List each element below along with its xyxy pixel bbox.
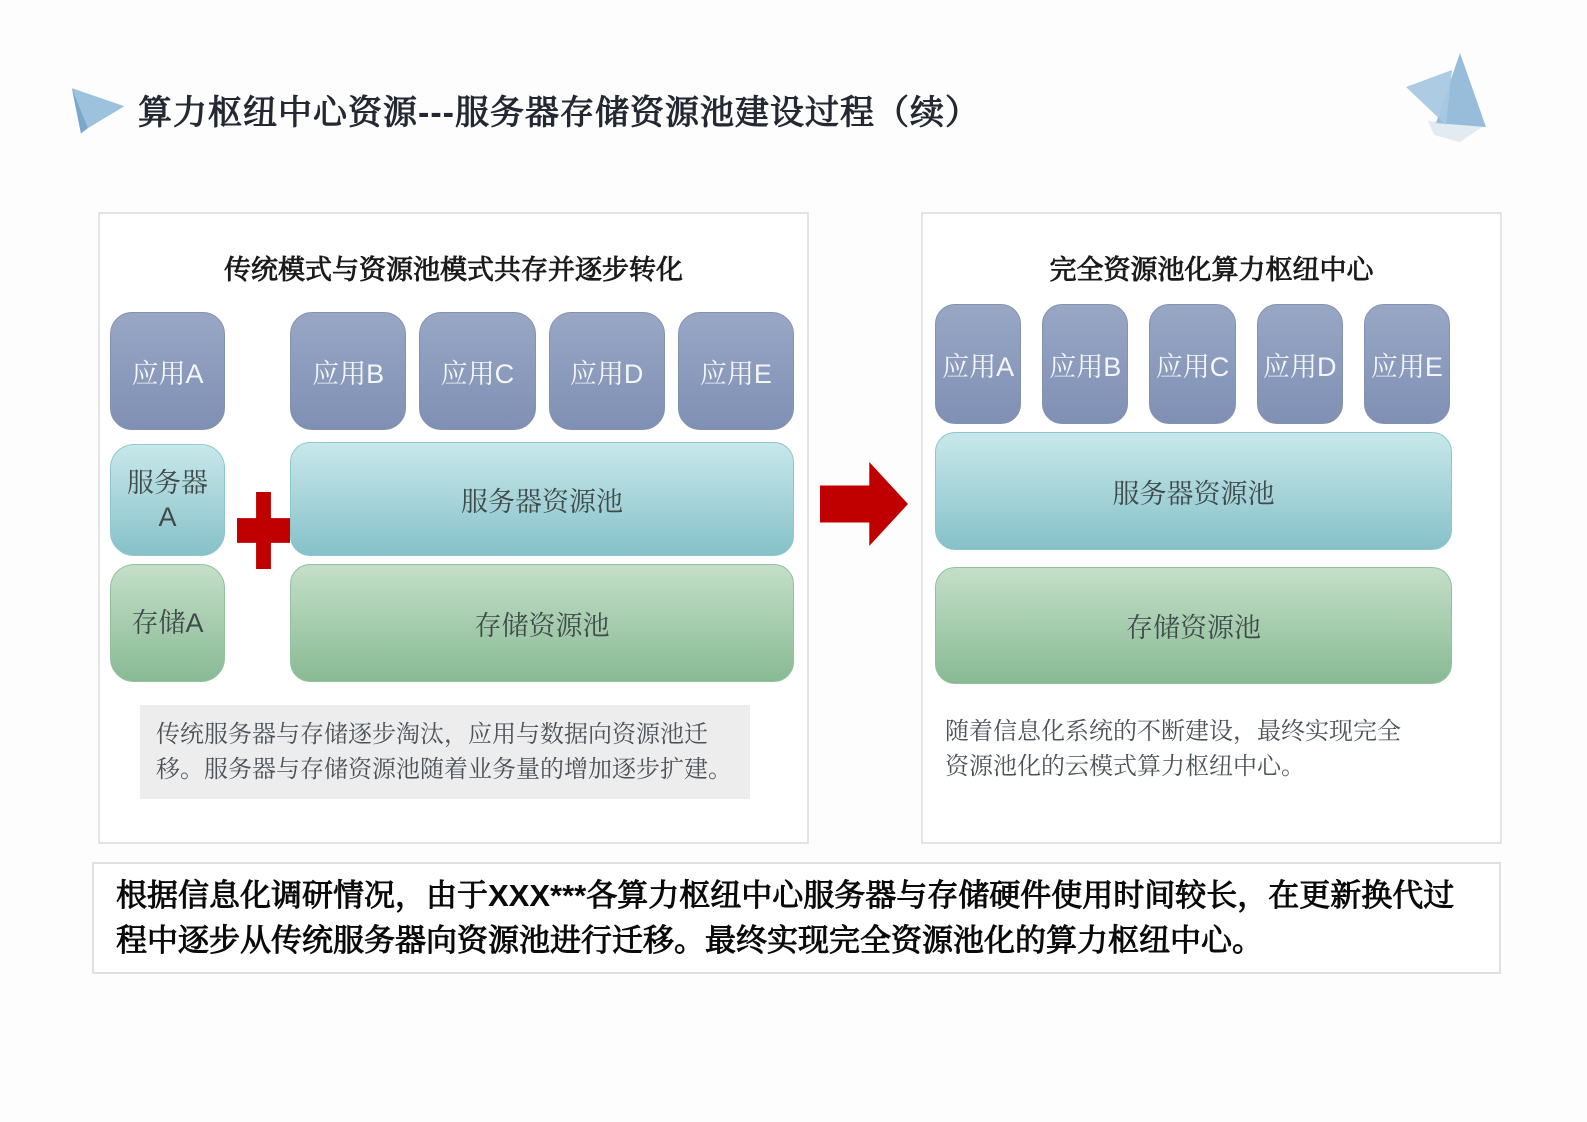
paper-plane-icon — [1388, 45, 1513, 155]
storage-pool-box: 存储资源池 — [290, 564, 794, 682]
plus-icon — [237, 492, 290, 569]
server-pool-box: 服务器资源池 — [290, 442, 794, 556]
apps-group — [935, 304, 1450, 424]
server-pool-box: 服务器资源池 — [935, 432, 1452, 550]
app-box-e: 应用E — [1364, 304, 1450, 424]
app-box-c: 应用C — [419, 312, 535, 430]
summary-text: 根据信息化调研情况，由于XXX***各算力枢纽中心服务器与存储硬件使用时间较长，在更新换代过程中逐步从传统服务器向资源池进行迁移。最终实现完全资源池化的算力枢纽中心。 — [116, 878, 1455, 958]
app-box-b: 应用B — [1042, 304, 1128, 424]
app-box-b: 应用B — [290, 312, 406, 430]
app-box-c: 应用C — [1149, 304, 1235, 424]
apps-group — [290, 312, 794, 430]
app-box-a: 应用A — [110, 312, 225, 430]
paper-plane-icon — [70, 82, 128, 136]
app-box-d: 应用D — [549, 312, 665, 430]
right-arrow-icon — [820, 462, 908, 546]
left-panel — [98, 212, 809, 844]
storage-pool-box: 存储资源池 — [935, 567, 1452, 684]
app-box-d: 应用D — [1257, 304, 1343, 424]
right-panel-title: 完全资源池化算力枢纽中心 — [1049, 255, 1374, 285]
server-a-box: 服务器A — [110, 444, 225, 556]
summary-box — [92, 862, 1501, 974]
storage-a-box: 存储A — [110, 564, 225, 682]
left-panel-note: 传统服务器与存储逐步淘汰，应用与数据向资源池迁移。服务器与存储资源池随着业务量的增加逐步扩建。 — [140, 705, 750, 799]
header — [70, 82, 980, 136]
app-box-e: 应用E — [678, 312, 794, 430]
page-title: 算力枢纽中心资源---服务器存储资源池建设过程（续） — [138, 93, 980, 132]
right-panel — [921, 212, 1502, 844]
app-box-a: 应用A — [935, 304, 1021, 424]
left-panel-title: 传统模式与资源池模式共存并逐步转化 — [224, 255, 683, 285]
right-panel-note: 随着信息化系统的不断建设，最终实现完全资源池化的云模式算力枢纽中心。 — [945, 718, 1401, 780]
